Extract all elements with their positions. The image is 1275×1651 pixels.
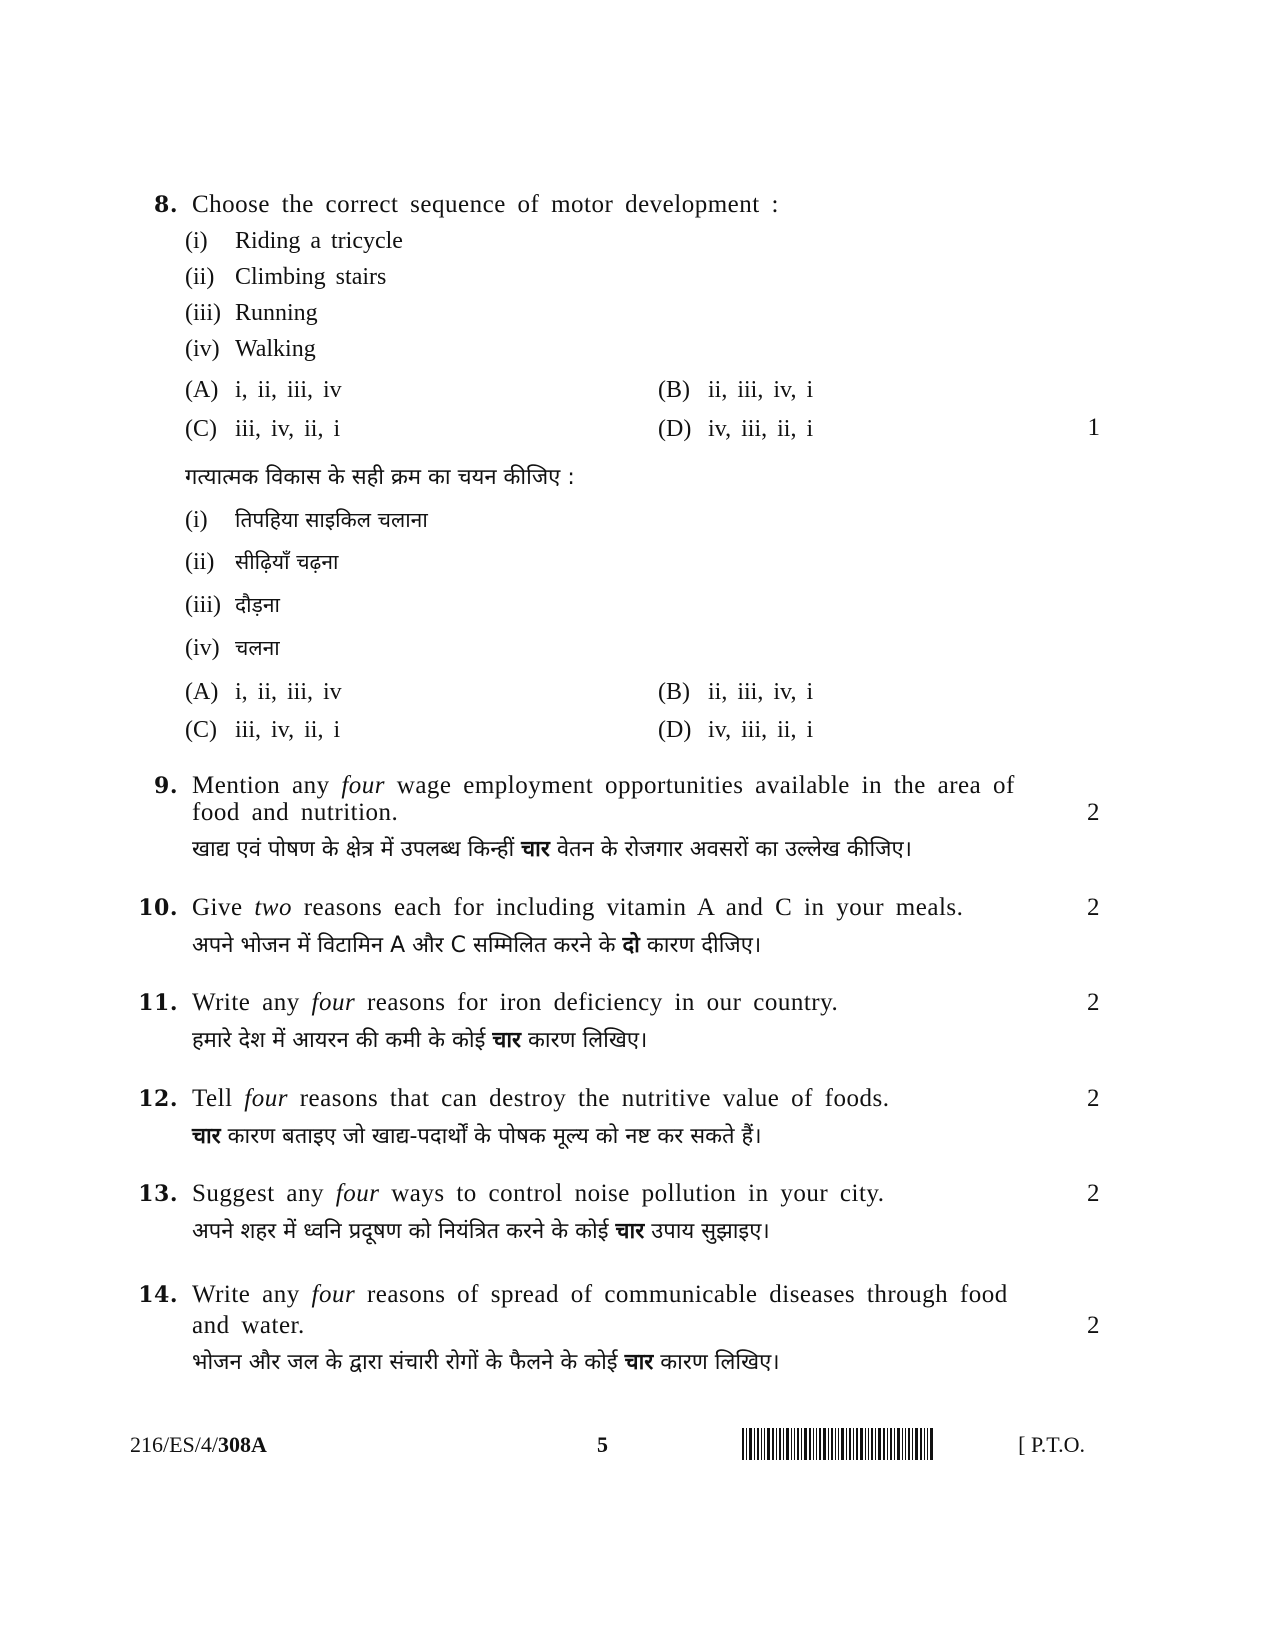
marks: 2 [1087, 1312, 1100, 1339]
option-c: (C) iii, iv, ii, i [185, 416, 341, 442]
question-number: 13. [138, 1181, 178, 1207]
item-i: (i) Riding a tricycle [185, 228, 403, 254]
hindi-option-b: (B) ii, iii, iv, i [658, 679, 814, 705]
question-text: Write any four reasons of spread of communicable diseases through food [192, 1281, 1008, 1308]
pto-label: [ P.T.O. [1018, 1432, 1085, 1457]
question-text-line2: food and nutrition. [192, 799, 399, 826]
hindi-item-iii: (iii) दौड़ना [185, 592, 280, 618]
hindi-question-text: भोजन और जल के द्वारा संचारी रोगों के फैलने के कोई चार कारण लिखिए। [192, 1350, 780, 1375]
question-text: Suggest any four ways to control noise pollution in your city. [192, 1180, 885, 1207]
hindi-item-ii: (ii) सीढ़ियाँ चढ़ना [185, 549, 339, 575]
hindi-option-d: (D) iv, iii, ii, i [658, 717, 814, 743]
page-footer [130, 1432, 1085, 1462]
marks: 1 [1087, 414, 1100, 441]
question-text: Give two reasons each for including vitamin A and C in your meals. [192, 894, 964, 921]
item-iv: (iv) Walking [185, 336, 316, 362]
hindi-item-i: (i) तिपहिया साइकिल चलाना [185, 507, 428, 533]
question-number: 11. [138, 990, 178, 1016]
marks: 2 [1087, 894, 1100, 921]
hindi-question-text: हमारे देश में आयरन की कमी के कोई चार कारण लिखिए। [192, 1028, 648, 1053]
question-number: 9. [154, 773, 178, 799]
hindi-question-text: गत्यात्मक विकास के सही क्रम का चयन कीजिए : [185, 465, 575, 490]
page-number: 5 [597, 1432, 608, 1457]
hindi-option-a: (A) i, ii, iii, iv [185, 679, 342, 705]
question-text-line2: and water. [192, 1312, 305, 1339]
hindi-option-c: (C) iii, iv, ii, i [185, 717, 341, 743]
question-number: 10. [138, 895, 178, 921]
marks: 2 [1087, 989, 1100, 1016]
hindi-item-iv: (iv) चलना [185, 635, 280, 661]
question-text: Mention any four wage employment opportunities available in the area of [192, 772, 1015, 799]
question-text: Tell four reasons that can destroy the nutritive value of foods. [192, 1085, 890, 1112]
question-text: Write any four reasons for iron deficiency in our country. [192, 989, 839, 1016]
hindi-question-text: चार कारण बताइए जो खाद्य-पदार्थों के पोषक मूल्य को नष्ट कर सकते हैं। [192, 1124, 762, 1149]
question-number: 14. [138, 1282, 178, 1308]
marks: 2 [1087, 799, 1100, 826]
item-ii: (ii) Climbing stairs [185, 264, 387, 290]
option-b: (B) ii, iii, iv, i [658, 377, 814, 403]
marks: 2 [1087, 1180, 1100, 1207]
hindi-question-text: अपने शहर में ध्वनि प्रदूषण को नियंत्रित करने के कोई चार उपाय सुझाइए। [192, 1219, 770, 1244]
question-text: Choose the correct sequence of motor development : [192, 191, 779, 218]
option-a: (A) i, ii, iii, iv [185, 377, 342, 403]
marks: 2 [1087, 1085, 1100, 1112]
paper-code: 216/ES/4/308A [130, 1432, 267, 1457]
barcode [742, 1428, 992, 1460]
option-d: (D) iv, iii, ii, i [658, 416, 814, 442]
question-number: 12. [138, 1086, 178, 1112]
question-number: 8. [154, 192, 178, 218]
hindi-question-text: खाद्य एवं पोषण के क्षेत्र में उपलब्ध किन्हीं चार वेतन के रोजगार अवसरों का उल्लेख कीजिए। [192, 837, 912, 862]
hindi-question-text: अपने भोजन में विटामिन A और C सम्मिलित करने के दो कारण दीजिए। [192, 933, 762, 958]
item-iii: (iii) Running [185, 300, 318, 326]
